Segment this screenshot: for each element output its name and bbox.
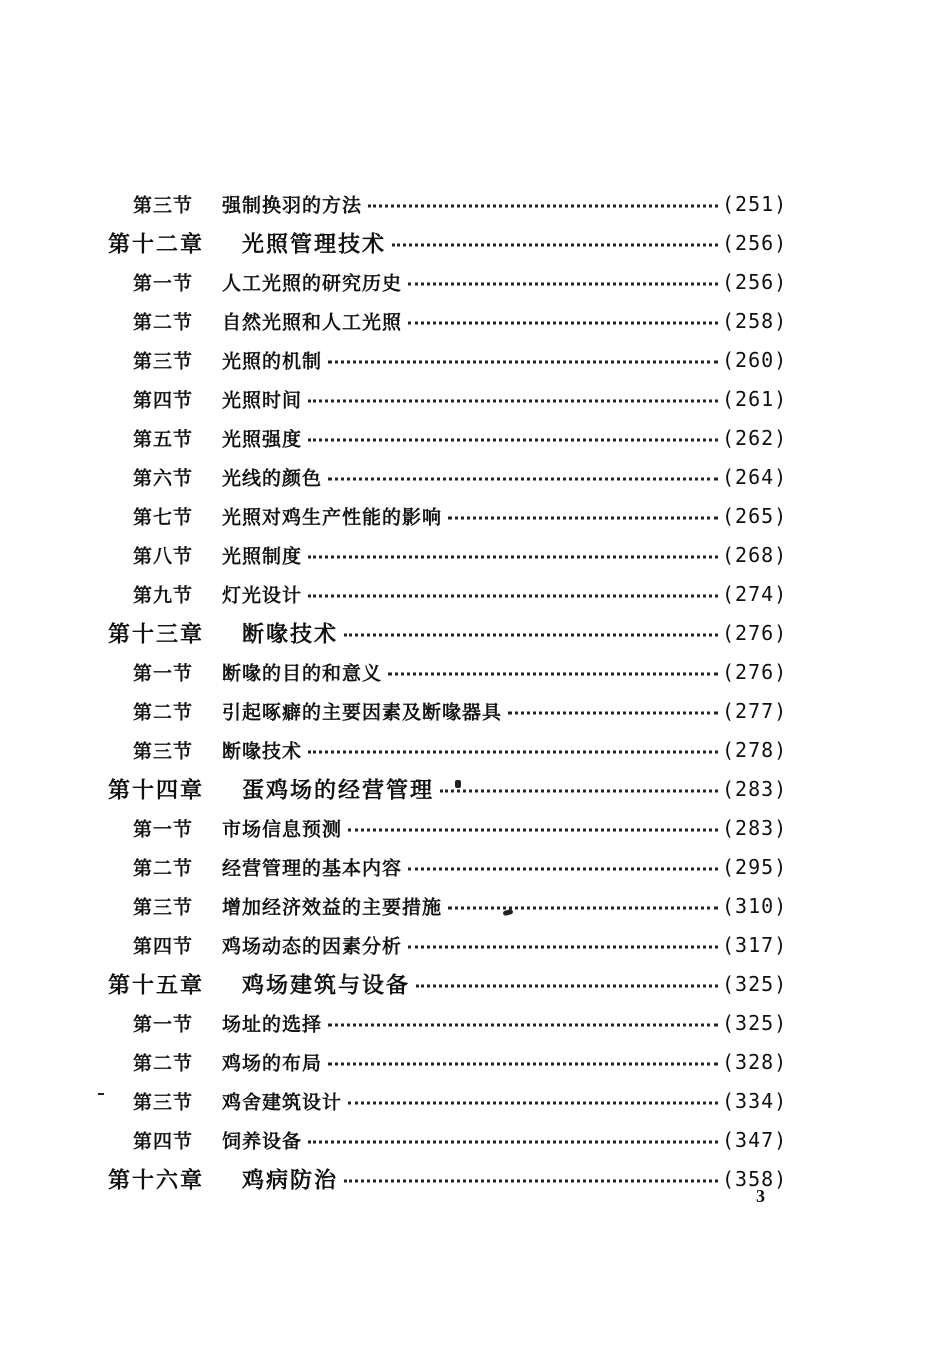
toc-entry-title-wrap [242, 617, 718, 648]
toc-section-row [0, 808, 950, 847]
toc-section-row [0, 340, 950, 379]
dot-leader [448, 906, 718, 909]
toc-entry-number: 第四节 [133, 1130, 194, 1152]
toc-entry-number: 第三节 [133, 1091, 194, 1113]
toc-entry-title-wrap [222, 736, 718, 763]
toc-entry-page: (295) [722, 854, 788, 879]
toc-section-row [0, 496, 950, 535]
toc-chapter-row [0, 223, 950, 262]
dot-leader [392, 243, 718, 246]
toc-entry-title: 鸡场动态的因素分析 [222, 935, 403, 957]
toc-entry-number: 第六节 [133, 467, 194, 489]
toc-entry-number: 第十二章 [108, 231, 205, 257]
dot-leader [328, 360, 718, 363]
toc-entry-title: 鸡场建筑与设备 [242, 972, 411, 998]
toc-entry-number: 第三节 [133, 740, 194, 762]
toc-entry-page: (258) [722, 308, 788, 333]
toc-entry-page: (256) [722, 230, 788, 255]
toc-entry-title: 鸡病防治 [242, 1167, 339, 1193]
dot-leader [348, 828, 718, 831]
toc-entry-page: (251) [722, 191, 788, 216]
toc-section-row [0, 184, 950, 223]
toc-entry-title: 光照强度 [222, 428, 303, 450]
dot-leader [508, 711, 718, 714]
toc-entry-title: 光照制度 [222, 545, 303, 567]
toc-entry-title-wrap [222, 268, 718, 295]
toc-section-row [0, 301, 950, 340]
toc-entry-page: (265) [722, 503, 788, 528]
toc-section-row [0, 262, 950, 301]
toc-entry-title: 光线的颜色 [222, 467, 323, 489]
toc-entry-page: (317) [722, 932, 788, 957]
toc-section-row [0, 379, 950, 418]
dot-leader [440, 789, 718, 792]
dot-leader [308, 555, 718, 558]
toc-chapter-row [0, 964, 950, 1003]
toc-entry-page: (347) [722, 1127, 788, 1152]
table-of-contents [0, 184, 950, 1198]
toc-entry-page: (264) [722, 464, 788, 489]
toc-entry-title-wrap [222, 1087, 718, 1114]
toc-entry-number: 第二节 [133, 311, 194, 333]
toc-entry-title: 场址的选择 [222, 1013, 323, 1035]
dot-leader [388, 672, 718, 675]
toc-section-row [0, 535, 950, 574]
toc-entry-title-wrap [222, 853, 718, 880]
toc-entry-page: (325) [722, 971, 788, 996]
dot-leader [328, 477, 718, 480]
dot-leader [308, 1140, 718, 1143]
toc-entry-title-wrap [222, 346, 718, 373]
toc-entry-title-wrap [222, 463, 718, 490]
toc-entry-number: 第四节 [133, 935, 194, 957]
toc-entry-title-wrap [222, 658, 718, 685]
toc-entry-title-wrap [222, 892, 718, 919]
toc-entry-number: 第九节 [133, 584, 194, 606]
toc-entry-page: (260) [722, 347, 788, 372]
toc-entry-title: 自然光照和人工光照 [222, 311, 403, 333]
toc-entry-number: 第一节 [133, 1013, 194, 1035]
toc-entry-title: 经营管理的基本内容 [222, 857, 403, 879]
toc-entry-page: (283) [722, 815, 788, 840]
toc-entry-number: 第二节 [133, 857, 194, 879]
toc-entry-title: 增加经济效益的主要措施 [222, 896, 443, 918]
toc-entry-title: 人工光照的研究历史 [222, 272, 403, 294]
toc-entry-title-wrap [242, 227, 718, 258]
toc-entry-number: 第二节 [133, 1052, 194, 1074]
toc-entry-title-wrap [222, 931, 718, 958]
dot-leader [408, 282, 718, 285]
dot-leader [328, 1023, 718, 1026]
toc-chapter-row [0, 769, 950, 808]
toc-entry-title: 鸡舍建筑设计 [222, 1091, 343, 1113]
toc-entry-title: 光照对鸡生产性能的影响 [222, 506, 443, 528]
toc-entry-title-wrap [222, 814, 718, 841]
toc-entry-page: (262) [722, 425, 788, 450]
toc-entry-title: 断喙的目的和意义 [222, 662, 383, 684]
toc-entry-number: 第十五章 [108, 972, 205, 998]
toc-entry-title: 灯光设计 [222, 584, 303, 606]
toc-section-row [0, 691, 950, 730]
toc-entry-number: 第一节 [133, 272, 194, 294]
toc-entry-number: 第十六章 [108, 1167, 205, 1193]
dot-leader [308, 438, 718, 441]
toc-entry-title-wrap [222, 1126, 718, 1153]
dot-leader [348, 1101, 718, 1104]
toc-entry-title: 饲养设备 [222, 1130, 303, 1152]
toc-entry-title-wrap [222, 1009, 718, 1036]
toc-entry-number: 第四节 [133, 389, 194, 411]
toc-entry-title: 蛋鸡场的经营管理 [242, 777, 435, 803]
toc-entry-page: (276) [722, 620, 788, 645]
toc-entry-title-wrap [222, 424, 718, 451]
toc-entry-title: 鸡场的布局 [222, 1052, 323, 1074]
toc-entry-page: (256) [722, 269, 788, 294]
toc-section-row [0, 1120, 950, 1159]
toc-entry-page: (276) [722, 659, 788, 684]
toc-entry-title-wrap [222, 307, 718, 334]
scan-speck [455, 780, 461, 788]
toc-entry-title-wrap [222, 385, 718, 412]
dot-leader [408, 321, 718, 324]
toc-section-row [0, 1042, 950, 1081]
page-number: 3 [756, 1186, 765, 1206]
toc-entry-page: (274) [722, 581, 788, 606]
toc-section-row [0, 574, 950, 613]
toc-entry-title-wrap [242, 1163, 718, 1194]
toc-section-row [0, 847, 950, 886]
toc-section-row [0, 1081, 950, 1120]
toc-entry-page: (261) [722, 386, 788, 411]
toc-entry-number: 第二节 [133, 701, 194, 723]
toc-entry-title-wrap [222, 697, 718, 724]
toc-entry-page: (277) [722, 698, 788, 723]
toc-entry-title-wrap [222, 190, 718, 217]
dot-leader [308, 750, 718, 753]
dot-leader [344, 1179, 718, 1182]
dot-leader [408, 867, 718, 870]
toc-entry-title: 断喙技术 [222, 740, 303, 762]
toc-entry-title: 市场信息预测 [222, 818, 343, 840]
toc-entry-number: 第一节 [133, 818, 194, 840]
scan-speck [98, 1093, 104, 1095]
toc-entry-number: 第一节 [133, 662, 194, 684]
toc-entry-number: 第十三章 [108, 621, 205, 647]
toc-entry-page: (283) [722, 776, 788, 801]
dot-leader [328, 1062, 718, 1065]
toc-section-row [0, 457, 950, 496]
toc-entry-page: (328) [722, 1049, 788, 1074]
dot-leader [308, 594, 718, 597]
toc-entry-page: (334) [722, 1088, 788, 1113]
dot-leader [408, 945, 718, 948]
toc-entry-number: 第十四章 [108, 777, 205, 803]
toc-entry-number: 第八节 [133, 545, 194, 567]
toc-entry-page: (278) [722, 737, 788, 762]
toc-entry-title-wrap [222, 1048, 718, 1075]
toc-chapter-row [0, 613, 950, 652]
toc-section-row [0, 730, 950, 769]
toc-entry-title-wrap [222, 541, 718, 568]
toc-entry-number: 第三节 [133, 350, 194, 372]
toc-entry-title: 强制换羽的方法 [222, 194, 363, 216]
toc-chapter-row [0, 1159, 950, 1198]
toc-entry-page: (325) [722, 1010, 788, 1035]
toc-entry-title-wrap [222, 580, 718, 607]
dot-leader [344, 633, 718, 636]
toc-entry-page: (310) [722, 893, 788, 918]
toc-entry-title-wrap [242, 968, 718, 999]
toc-section-row [0, 925, 950, 964]
toc-entry-page: (268) [722, 542, 788, 567]
dot-leader [416, 984, 718, 987]
toc-section-row [0, 418, 950, 457]
dot-leader [448, 516, 718, 519]
toc-entry-number: 第三节 [133, 896, 194, 918]
toc-entry-title: 光照的机制 [222, 350, 323, 372]
toc-entry-title: 断喙技术 [242, 621, 339, 647]
toc-section-row [0, 886, 950, 925]
toc-entry-number: 第七节 [133, 506, 194, 528]
toc-entry-title-wrap [242, 773, 718, 804]
toc-entry-number: 第五节 [133, 428, 194, 450]
toc-section-row [0, 1003, 950, 1042]
toc-entry-page: (358) [722, 1166, 788, 1191]
toc-entry-number: 第三节 [133, 194, 194, 216]
toc-entry-title: 光照时间 [222, 389, 303, 411]
dot-leader [368, 204, 718, 207]
toc-entry-title: 引起啄癖的主要因素及断喙器具 [222, 701, 503, 723]
toc-entry-title-wrap [222, 502, 718, 529]
toc-entry-title: 光照管理技术 [242, 231, 387, 257]
toc-section-row [0, 652, 950, 691]
dot-leader [308, 399, 718, 402]
